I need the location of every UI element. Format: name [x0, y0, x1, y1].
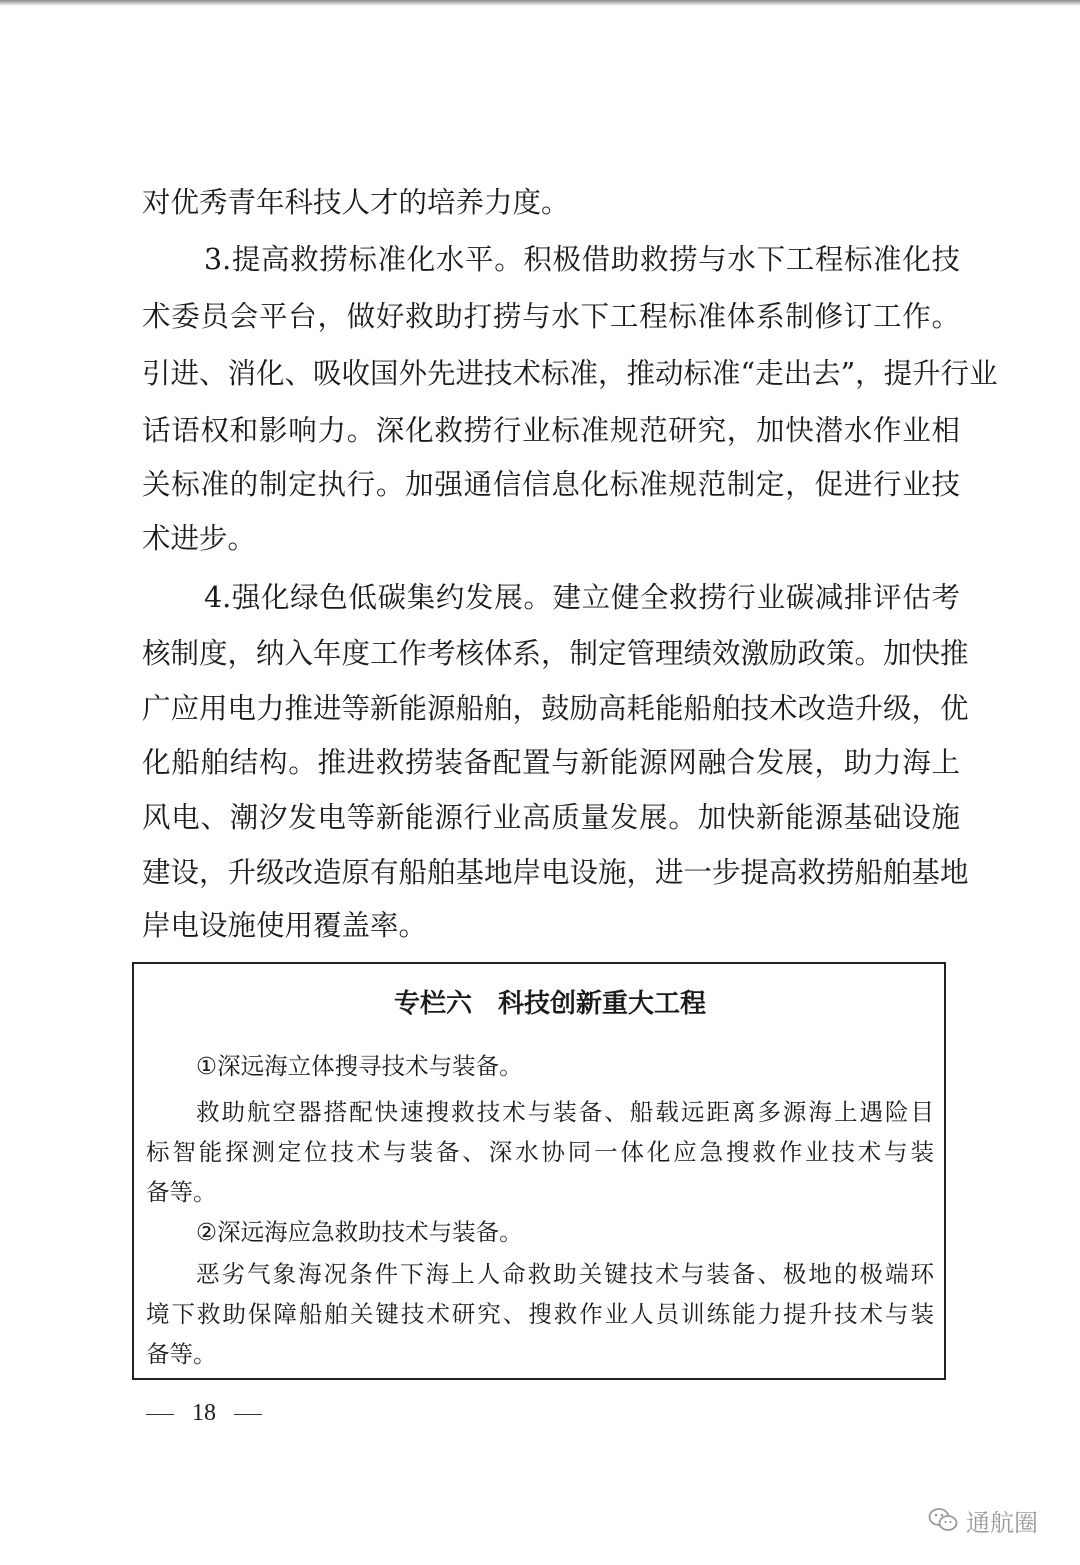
body-line: 术委员会平台，做好救助打捞与水下工程标准体系制修订工作。 — [142, 300, 960, 333]
wechat-icon — [928, 1507, 958, 1533]
box-line: 标智能探测定位技术与装备、深水协同一体化应急搜救作业技术与装 — [146, 1138, 934, 1166]
body-line: 术进步。 — [142, 522, 257, 555]
box-line: 备等。 — [146, 1178, 217, 1206]
box-title-text: 科技创新重大工程 — [498, 989, 707, 1019]
body-line: 建设，升级改造原有船舶基地岸电设施，进一步提高救捞船舶基地 — [142, 856, 969, 889]
page-number-value: 18 — [192, 1400, 216, 1426]
watermark-text: 通航圈 — [966, 1508, 1038, 1537]
box-line: ①深远海立体搜寻技术与装备。 — [196, 1052, 523, 1080]
watermark — [928, 1503, 1038, 1537]
box-line: ②深远海应急救助技术与装备。 — [196, 1218, 523, 1246]
body-line: 3.提高救捞标准化水平。积极借助救捞与水下工程标准化技 — [204, 243, 960, 276]
body-line: 核制度，纳入年度工作考核体系，制定管理绩效激励政策。加快推 — [142, 637, 969, 670]
body-line: 对优秀青年科技人才的培养力度。 — [142, 186, 570, 219]
body-line: 话语权和影响力。深化救捞行业标准规范研究，加快潜水作业相 — [142, 414, 960, 447]
box-line: 境下救助保障船舶关键技术研究、搜救作业人员训练能力提升技术与装 — [146, 1300, 934, 1328]
box-title-label: 专栏六 — [393, 989, 472, 1019]
page-number — [146, 1396, 262, 1430]
body-line: 岸电设施使用覆盖率。 — [142, 909, 428, 942]
dash-left — [146, 1414, 174, 1416]
box-line: 救助航空器搭配快速搜救技术与装备、船载远距离多源海上遇险目 — [196, 1098, 934, 1126]
body-line: 广应用电力推进等新能源船舶，鼓励高耗能船舶技术改造升级，优 — [142, 692, 969, 725]
body-line: 风电、潮汐发电等新能源行业高质量发展。加快新能源基础设施 — [142, 801, 960, 834]
body-line: 引进、消化、吸收国外先进技术标准，推动标准“走出去”，提升行业 — [142, 357, 998, 390]
box-title — [0, 984, 1080, 1024]
box-line: 恶劣气象海况条件下海上人命救助关键技术与装备、极地的极端环 — [196, 1260, 934, 1288]
body-line: 关标准的制定执行。加强通信信息化标准规范制定，促进行业技 — [142, 468, 960, 501]
dash-right — [234, 1414, 262, 1416]
body-line: 化船舶结构。推进救捞装备配置与新能源网融合发展，助力海上 — [142, 746, 960, 779]
body-line: 4.强化绿色低碳集约发展。建立健全救捞行业碳减排评估考 — [204, 581, 960, 614]
box-line: 备等。 — [146, 1340, 217, 1368]
